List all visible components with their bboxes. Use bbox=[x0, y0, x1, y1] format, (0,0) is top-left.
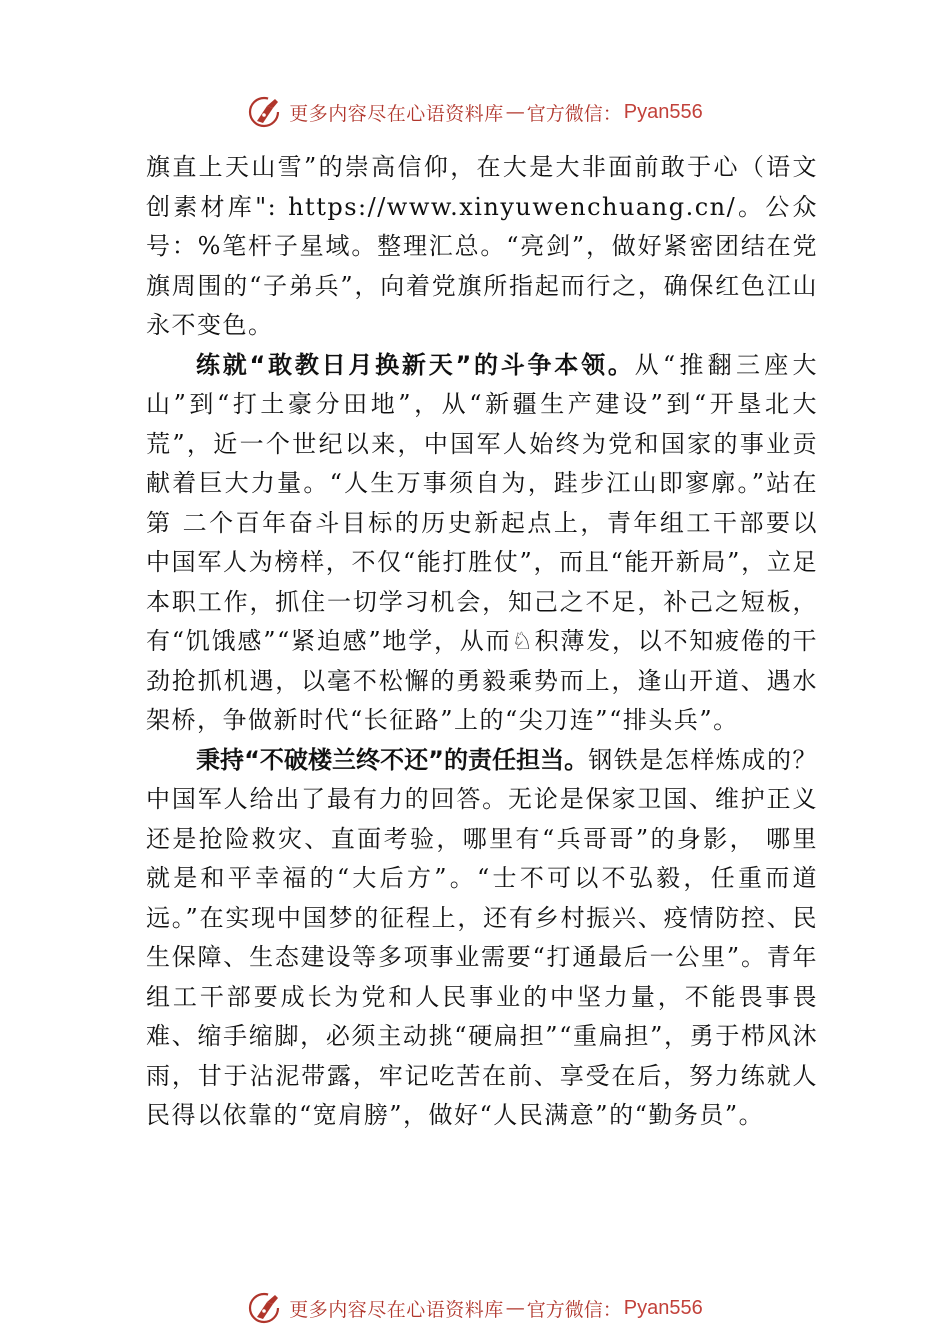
header-banner bbox=[0, 92, 950, 132]
document-body bbox=[146, 148, 818, 1136]
paragraph-1 bbox=[146, 148, 818, 346]
header-brand-text: 更多内容尽在心语资料库 bbox=[289, 102, 504, 125]
footer-wechat-label: 官方微信： bbox=[526, 1298, 622, 1321]
paragraph-3 bbox=[146, 741, 818, 1136]
paragraph-3-heading: 秉持“不破楼兰终不还”的责任担当。 bbox=[196, 745, 589, 774]
paragraph-3-text: 钢铁是怎样炼成的？中国军人给出了最有力的回答。无论是保家卫国、维护正义还是抢险救灾、直面考验，哪里有“兵哥哥”的身影， 哪里就是和平幸福的“大后方”。“士不可以不弘毅，任重而道远。”在实现中国梦的征程上，还有乡村振兴、疫情防控、民生保障、生态建设等多项事业需要“打通最后一公里”。青年组工干部要成长为党和人民事业的中坚力量，不能畏事畏难、缩手缩脚，必须主动挑“硬扁担”“重扁担”，勇于栉风沐雨，甘于沾泥带露，牢记吃苦在前、享受在后，努力练就人民得以依靠的“宽肩膀”，做好“人民满意”的“勤务员”。 bbox=[146, 745, 819, 1129]
paragraph-1-text: 旗直上天山雪”的崇高信仰，在大是大非面前敢于心（语文创素材库": https://www.xinyuwenchuang.cn/。公众号：%笔杆子星域。整理汇总。“亮剑”，做好紧密团结在党旗周围的“子弟兵”，向着党旗所指起而行之，确保红色江山永不变色。 bbox=[146, 153, 818, 339]
paragraph-2-text: 从“推翻三座大山”到“打土豪分田地”，从“新疆生产建设”到“开垦北大荒”，近一个世纪以来，中国军人始终为党和国家的事业贡献着巨大力量。“人生万事须自为，跬步江山即寥廓。”站在第 二个百年奋斗目标的历史新起点上，青年组工干部要以中国军人为榜样，不仅“能打胜仗”，而且“能开新局”，立足本职工作，抓住一切学习机会，知己之不足，补己之短板，有“饥饿感”“紧迫感”地学，从而♘积薄发，以不知疲倦的干劲抢抓机遇，以毫不松懈的勇毅乘势而上，逢山开道、遇水架桥，争做新时代“长征路”上的“尖刀连”“排头兵”。 bbox=[146, 350, 818, 734]
header-separator: — bbox=[505, 101, 525, 123]
footer-wechat-id: Pyan556 bbox=[623, 1296, 703, 1319]
pen-nib-circle-icon bbox=[247, 1290, 283, 1326]
header-wechat-id: Pyan556 bbox=[623, 100, 703, 123]
header-wechat-label: 官方微信： bbox=[526, 102, 622, 125]
footer-separator: — bbox=[505, 1297, 525, 1319]
footer-banner bbox=[0, 1288, 950, 1328]
footer-brand-text: 更多内容尽在心语资料库 bbox=[289, 1298, 504, 1321]
paragraph-2-heading: 练就“敢教日月换新天”的斗争本领。 bbox=[196, 350, 635, 379]
pen-nib-circle-icon bbox=[247, 94, 283, 130]
paragraph-2 bbox=[146, 346, 818, 741]
